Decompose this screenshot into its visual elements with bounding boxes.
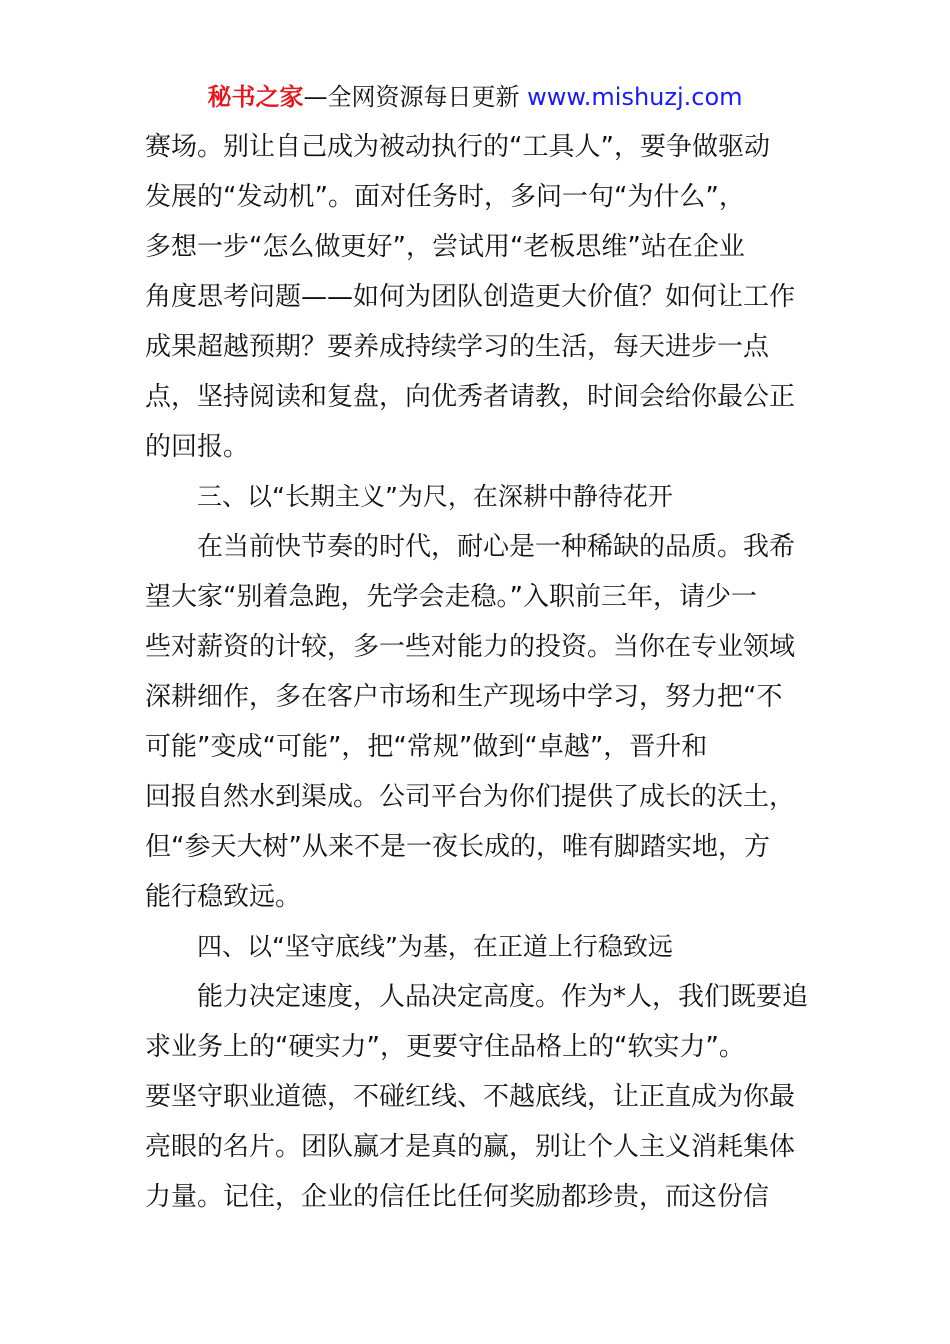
text-line: 求业务上的“硬实力”，更要守住品格上的“软实力”。 — [145, 1032, 745, 1062]
text-line: 的回报。 — [145, 432, 250, 462]
text-line: 深耕细作，多在客户市场和生产现场中学习，努力把“不 — [145, 682, 783, 712]
page-header — [0, 80, 950, 114]
text-line: 些对薪资的计较，多一些对能力的投资。当你在专业领域 — [145, 632, 796, 662]
text-line: 成果超越预期？要养成持续学习的生活，每天进步一点 — [145, 332, 770, 362]
text-line: 赛场。别让自己成为被动执行的“工具人”，要争做驱动 — [145, 132, 770, 162]
text-line: 要坚守职业道德，不碰红线、不越底线，让正直成为你最 — [145, 1082, 796, 1112]
paragraph-start: 在当前快节奏的时代，耐心是一种稀缺的品质。我希 — [197, 532, 796, 562]
text-line: 望大家“别着急跑，先学会走稳。”入职前三年，请少一 — [145, 582, 757, 612]
text-line: 回报自然水到渠成。公司平台为你们提供了成长的沃土， — [145, 782, 796, 812]
paragraph-start: 能力决定速度，人品决定高度。作为*人，我们既要追 — [197, 982, 809, 1012]
text-line: 能行稳致远。 — [145, 882, 302, 912]
site-url[interactable]: www.mishuzj.com — [527, 83, 743, 111]
header-tagline: —全网资源每日更新 — [303, 83, 528, 111]
section-heading-4: 四、以“坚守底线”为基，在正道上行稳致远 — [197, 932, 673, 961]
text-line: 发展的“发动机”。面对任务时，多问一句“为什么”， — [145, 182, 745, 212]
text-line: 但“参天大树”从来不是一夜长成的，唯有脚踏实地，方 — [145, 832, 770, 862]
text-line: 可能”变成“可能”，把“常规”做到“卓越”，晋升和 — [145, 732, 708, 762]
text-line: 多想一步“怎么做更好”，尝试用“老板思维”站在企业 — [145, 232, 745, 262]
text-line: 亮眼的名片。团队赢才是真的赢，别让个人主义消耗集体 — [145, 1132, 796, 1162]
document-body — [145, 122, 810, 1222]
brand-name: 秘书之家 — [207, 83, 304, 111]
text-line: 力量。记住，企业的信任比任何奖励都珍贵，而这份信 — [145, 1182, 770, 1212]
section-heading-3: 三、以“长期主义”为尺，在深耕中静待花开 — [197, 482, 673, 511]
text-line: 点，坚持阅读和复盘，向优秀者请教，时间会给你最公正 — [145, 382, 796, 412]
text-line: 角度思考问题——如何为团队创造更大价值？如何让工作 — [145, 282, 796, 312]
